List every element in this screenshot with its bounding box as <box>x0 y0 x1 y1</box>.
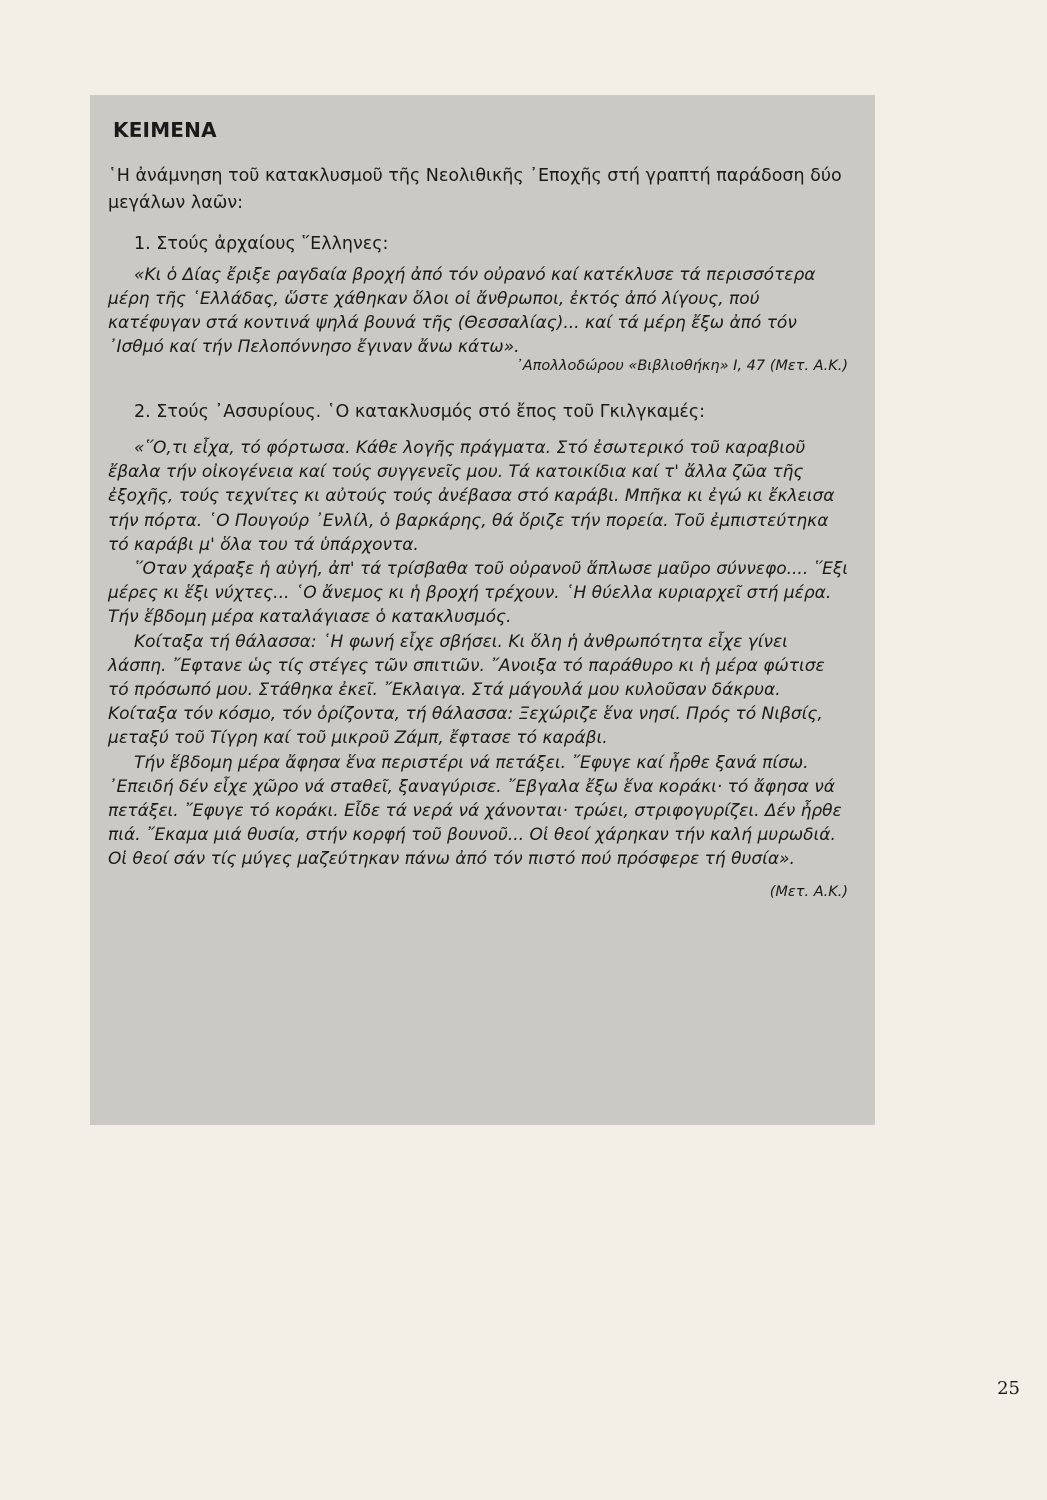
quote-paragraph: Κοίταξα τή θάλασσα: ῾Η φωνή εἶχε σβήσει. Κι ὅλη ἡ ἀνθρωπότητα εἶχε γίνει λάσπη. ῎Εφτανε ὡς τίς στέγες τῶν σπιτιῶν. ῎Ανοιξα τό παράθυρο κι ἡ μέρα φώτισε τό πρόσωπό μου. Στάθηκα ἐκεῖ. ῎Εκλαιγα. Στά μάγουλά μου κυλοῦσαν δάκρυα. Κοίταξα τόν κόσμο, τόν ὁρίζοντα, τή θάλασσα: Ξεχώριζε ἕνα νησί. Πρός τό Νιβσίς, μεταξύ τοῦ Τίγρη καί τοῦ μικροῦ Ζάμπ, ἔφτασε τό καράβι. <box>108 631 825 749</box>
quote-paragraph: ῞Οταν χάραξε ἡ αὐγή, ἀπ' τά τρίσβαθα τοῦ οὐρανοῦ ἅπλωσε μαῦρο σύννεφο.... ῞Εξι μέρες κι ἕξι νύχτες... ῾Ο ἄνεμος κι ἡ βροχή τρέχουν. ῾Η θύελλα κυριαρχεῖ στή μέρα. Τήν ἕβδομη μέρα καταλάγιασε ὁ κατακλυσμός. <box>108 559 849 628</box>
greeks-source: ᾿Απολλοδώρου «Βιβλιοθήκη» Ι, 47 (Μετ. Α.Κ.) <box>515 358 848 374</box>
quote-paragraph: Τήν ἕβδομη μέρα ἄφησα ἕνα περιστέρι νά πετάξει. ῎Εφυγε καί ἦρθε ξανά πίσω. ᾿Επειδή δέν εἶχε χῶρο νά σταθεῖ, ξαναγύρισε. ῎Εβγαλα ἔξω ἕνα κοράκι· τό ἄφησα νά πετάξει. ῎Εφυγε τό κοράκι. Εἶδε τά νερά νά χάνονται· τρώει, στριφογυρίζει. Δέν ἦρθε πιά. ῎Εκαμα μιά θυσία, στήν κορφή τοῦ βουνοῦ... Οἱ θεοί χάρηκαν τήν καλή μυρωδιά. Οἱ θεοί σάν τίς μύγες μαζεύτηκαν πάνω ἀπό τόν πιστό πού πρόσφερε τή θυσία». <box>108 752 842 870</box>
quote-paragraph: «῞Ο,τι εἶχα, τό φόρτωσα. Κάθε λογῆς πράγματα. Στό ἐσωτερικό τοῦ καραβιοῦ ἔβαλα τήν οἰκογένεια καί τούς συγγενεῖς μου. Τά κατοικίδια καί τ' ἄλλα ζῶα τῆς ἐξοχῆς, τούς τεχνίτες κι αὐτούς τούς ἀνέβασα στό καράβι. Μπῆκα κι ἐγώ κι ἔκλεισα τήν πόρτα. ῾Ο Πουγούρ ᾿Ενλίλ, ὁ βαρκάρης, θά ὅριζε τήν πορεία. Τοῦ ἐμπιστεύτηκα τό καράβι μ' ὅλα του τά ὑπάρχοντα. <box>108 438 835 555</box>
intro-paragraph: ῾Η ἀνάμνηση τοῦ κατακλυσμοῦ τῆς Νεολιθικῆς ᾿Εποχῆς στή γραπτή παράδοση δύο μεγάλων λαῶν: <box>108 166 842 213</box>
section-title: ΚΕΙΜΕΝΑ <box>113 118 217 142</box>
page-number: 25 <box>997 1378 1020 1399</box>
gilgamesh-quote <box>108 436 850 872</box>
assyrians-source: (Μετ. Α.Κ.) <box>769 884 848 900</box>
assyrians-heading: 2. Στούς ᾿Ασσυρίους. ῾Ο κατακλυσμός στό ἔπος τοῦ Γκιλγκαμές: <box>134 402 706 422</box>
greeks-quote: «Κι ὁ Δίας ἔριξε ραγδαία βροχή ἀπό τόν οὐρανό καί κατέκλυσε τά περισσότερα μέρη τῆς ῾Ελλάδας, ὥστε χάθηκαν ὅλοι οἱ ἄνθρωποι, ἐκτός ἀπό λίγους, πού κατέφυγαν στά κοντινά ψηλά βουνά τῆς (Θεσσαλίας)... καί τά μέρη ἔξω ἀπό τόν ᾿Ισθμό καί τήν Πελοπόννησο ἔγιναν ἄνω κάτω». <box>108 265 816 357</box>
greeks-heading: 1. Στούς ἀρχαίους ῞Ελληνες: <box>134 234 389 254</box>
